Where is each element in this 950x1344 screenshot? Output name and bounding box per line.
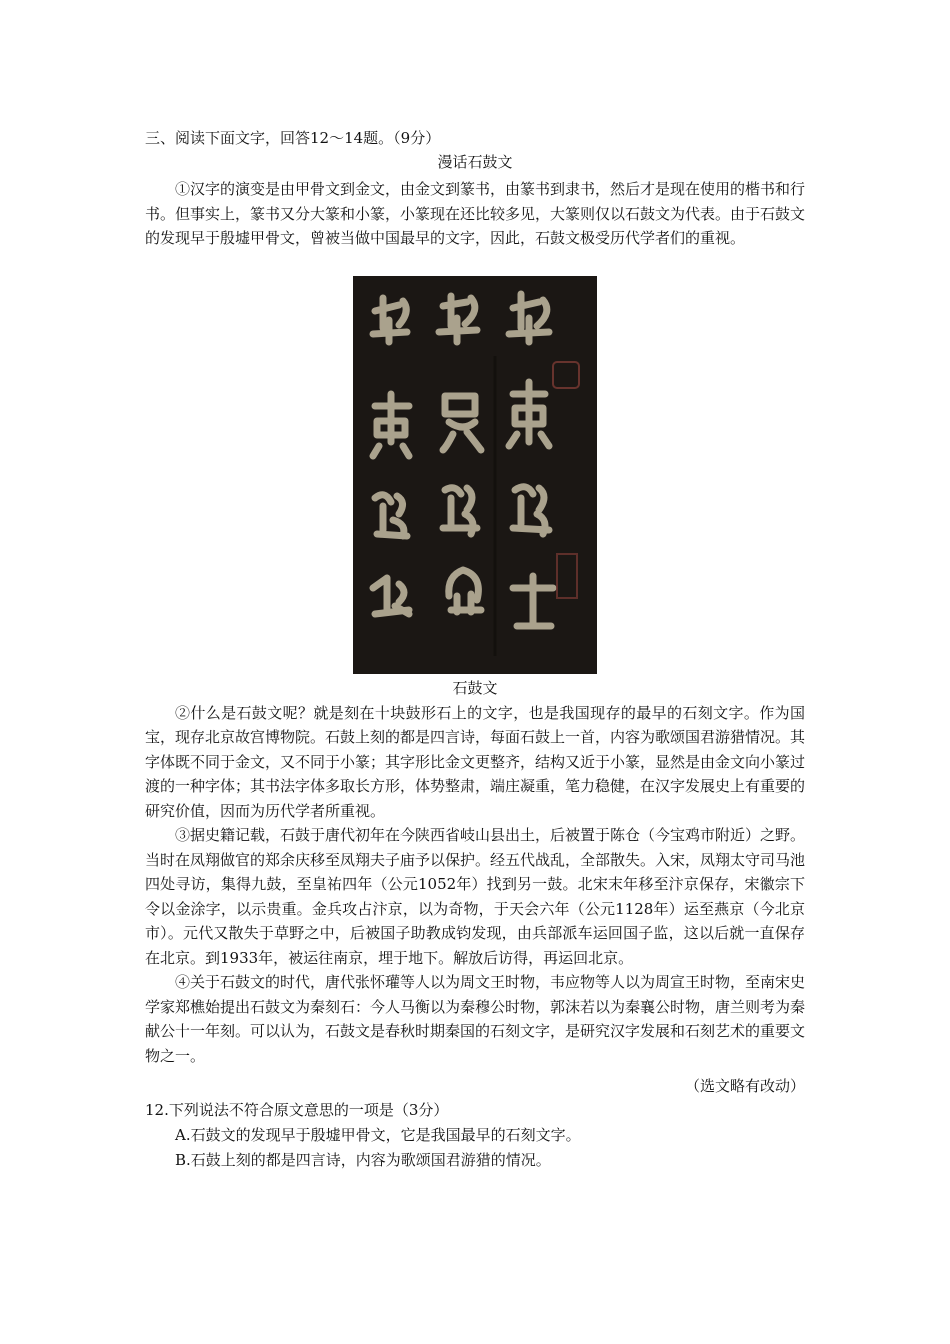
- exam-page: [145, 127, 805, 1173]
- paragraph-4: ④关于石鼓文的时代，唐代张怀瓘等人以为周文王时物，韦应物等人以为周宣王时物，至南宋史学家郑樵始提出石鼓文为秦刻石：今人马衡以为秦穆公时物，郭沫若以为秦襄公时物，唐兰则考为秦献公十一年刻。可以认为，石鼓文是春秋时期秦国的石刻文字，是研究汉字发展和石刻艺术的重要文物之一。: [145, 973, 806, 1065]
- article-title: 漫话石鼓文: [437, 153, 513, 171]
- question-12-option-b: B.石鼓上刻的都是四言诗，内容为歌颂国君游猎的情况。: [175, 1151, 551, 1169]
- paragraph-1: ①汉字的演变是由甲骨文到金文，由金文到篆书，由篆书到隶书，然后才是现在使用的楷书和行书。但事实上，篆书又分大篆和小篆，小篆现在还比较多见，大篆则仅以石鼓文为代表。由于石鼓文的发现早于殷墟甲骨文，曾被当做中国最早的文字，因此，石鼓文极受历代学者们的重视。: [145, 180, 806, 247]
- question-12-option-a: A.石鼓文的发现早于殷墟甲骨文，它是我国最早的石刻文字。: [175, 1126, 581, 1144]
- question-12-stem: 12.下列说法不符合原文意思的一项是（3分）: [145, 1101, 449, 1119]
- stone-drum-rubbing-image: [353, 276, 597, 674]
- rubbing-illustration: [353, 276, 597, 674]
- paragraph-3: ③据史籍记载，石鼓于唐代初年在今陕西省岐山县出土，后被置于陈仓（今宝鸡市附近）之野。当时在凤翔做官的郑余庆移至凤翔夫子庙予以保护。经五代战乱，全部散失。入宋，凤翔太守司马池四处寻访，集得九鼓，至皇祐四年（公元1052年）找到另一鼓。北宋末年移至汴京保存，宋徽宗下令以金涂字，以示贵重。金兵攻占汴京，以为奇物，于天会六年（公元1128年）运至燕京（今北京市）。元代又散失于草野之中，后被国子助教成钧发现，由兵部派车运回国子监，这以后就一直保存在北京。到1933年，被运往南京，埋于地下。解放后访得，再运回北京。: [145, 826, 806, 967]
- source-note: （选文略有改动）: [684, 1077, 805, 1095]
- section-heading: 三、阅读下面文字，回答12～14题。（9分）: [145, 129, 441, 147]
- figure-caption: 石鼓文: [452, 678, 498, 697]
- paragraph-2: ②什么是石鼓文呢？就是刻在十块鼓形石上的文字，也是我国现存的最早的石刻文字。作为国宝，现存北京故宫博物院。石鼓上刻的都是四言诗，每面石鼓上一首，内容为歌颂国君游猎情况。其字体既不同于金文，又不同于小篆；其字形比金文更整齐，结构又近于小篆，显然是由金文向小篆过渡的一种字体；其书法字体多取长方形，体势整肃，端庄凝重，笔力稳健，在汉字发展史上有重要的研究价值，因而为历代学者所重视。: [145, 703, 806, 820]
